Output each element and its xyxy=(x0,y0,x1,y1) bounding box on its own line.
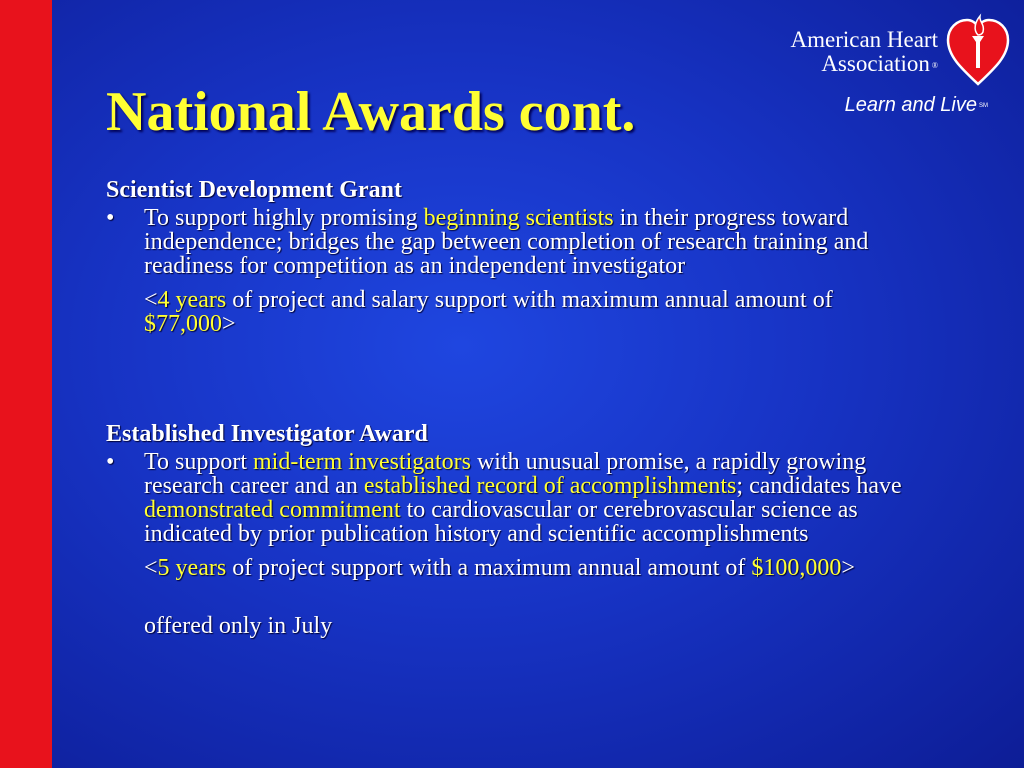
aha-logo xyxy=(760,6,1022,118)
logo-tagline xyxy=(845,94,988,117)
slide-content xyxy=(106,178,906,638)
bullet-scientist-development-grant xyxy=(106,206,906,278)
bullet-text: To support highly promising xyxy=(144,205,424,231)
detail-text: > xyxy=(222,311,236,337)
slide-title: National Awards cont. xyxy=(106,81,636,143)
highlight-demonstrated-commitment: demonstrated commitment xyxy=(144,497,401,523)
bullet-text: to cardiovascular or cerebrovascular science as indicated by prior publication history and scientific accomplishments xyxy=(144,497,858,547)
detail-text: of project support with a maximum annual amount of xyxy=(226,555,752,581)
highlight-amount: $100,000 xyxy=(751,555,842,581)
left-red-bar xyxy=(0,0,52,768)
service-mark: SM xyxy=(979,102,988,109)
bullet-text: To support xyxy=(144,449,253,475)
detail-text: of project and salary support with maximum annual amount of xyxy=(226,287,833,313)
highlight-duration: 5 years xyxy=(157,555,227,581)
highlight-amount: $77,000 xyxy=(144,311,222,337)
bullet-established-investigator-award xyxy=(106,450,906,546)
logo-line-1: American Heart xyxy=(790,27,938,52)
note-spacer xyxy=(106,580,906,604)
bullet-text: with unusual promise, a rapidly growing research career and an xyxy=(144,449,867,499)
bullet-text: ; candidates have xyxy=(736,473,902,499)
bullet-mark: • xyxy=(106,205,115,231)
detail-established-investigator-award xyxy=(106,556,906,580)
detail-text: < xyxy=(144,555,158,581)
detail-scientist-development-grant xyxy=(106,288,906,336)
availability-note: offered only in July xyxy=(144,613,333,639)
section-heading-scientist-development-grant: Scientist Development Grant xyxy=(106,177,402,203)
section-spacer xyxy=(106,336,906,422)
logo-line-2-text: Association xyxy=(821,51,930,76)
detail-text: > xyxy=(841,555,855,581)
logo-line-2 xyxy=(790,52,938,78)
highlight-established-record: established record of accomplishments xyxy=(363,473,737,499)
section-heading-established-investigator-award: Established Investigator Award xyxy=(106,421,428,447)
highlight-duration: 4 years xyxy=(157,287,227,313)
bullet-text: in their progress toward independence; bridges the gap between completion of research training and readiness for competition as an independent investigator xyxy=(144,205,869,279)
highlight-mid-term-investigators: mid-term investigators xyxy=(252,449,471,475)
logo-tagline-text: Learn and Live xyxy=(844,94,977,116)
registered-mark: ® xyxy=(931,60,938,70)
heart-torch-icon xyxy=(945,6,1011,86)
detail-text: < xyxy=(144,287,158,313)
highlight-beginning-scientists: beginning scientists xyxy=(423,205,614,231)
logo-text xyxy=(790,28,938,78)
bullet-mark: • xyxy=(106,449,115,475)
